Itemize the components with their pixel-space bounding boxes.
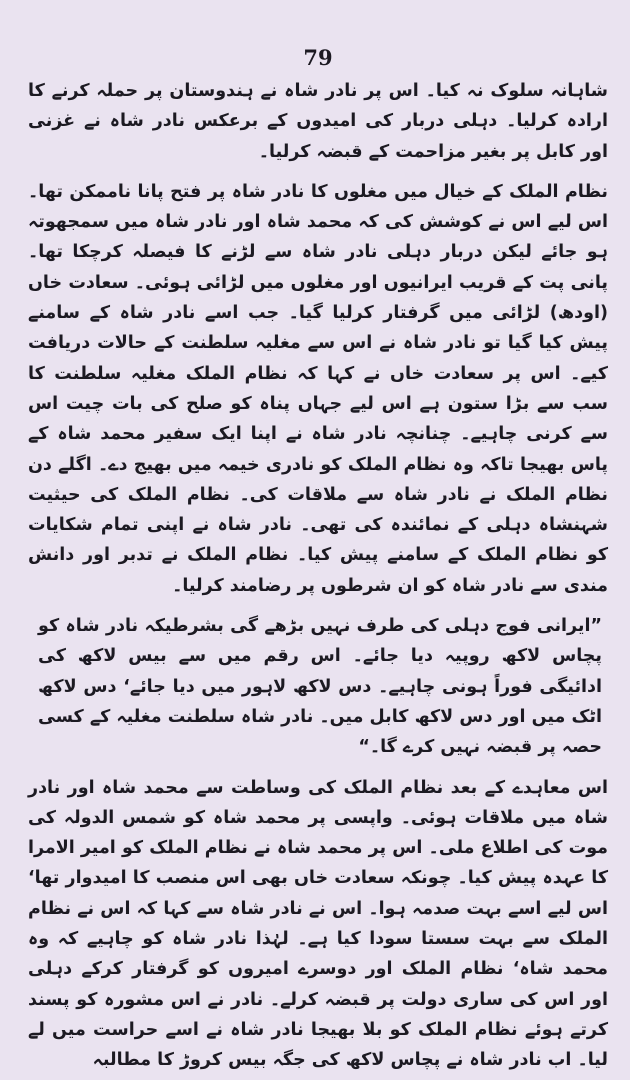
page-number: 79: [303, 45, 333, 70]
paragraph-intro: شاہانہ سلوک نہ کیا۔ اس پر نادر شاہ نے ہندوستان پر حملہ کرنے کا ارادہ کرلیا۔ دہلی دربار کی امیدوں کے برعکس نادر شاہ نے غزنی اور کابل پر بغیر مزاحمت کے قبضہ کرلیا۔: [28, 81, 608, 162]
paragraph-after-treaty: اس معاہدے کے بعد نظام الملک کی وساطت سے محمد شاہ اور نادر شاہ میں ملاقات ہوئی۔ واپسی پر محمد شاہ کو شمس الدولہ کی موت کی اطلاع ملی۔ اس پر محمد شاہ نے نظام الملک کو امیر الامرا کا عہدہ پیش کیا۔ چونکہ سعادت خاں بھی اس منصب کا امیدوار تھا‘ اس لیے اسے بہت صدمہ ہوا۔ اس نے نادر شاہ سے کہا کہ اس نے نظام الملک سے بہت سستا سودا کیا ہے۔ لہٰذا نادر شاہ کو چاہیے کہ وہ محمد شاہ‘ نظام الملک اور دوسرے امیروں کو گرفتار کرکے دہلی اور اس کی ساری دولت پر قبضہ کرلے۔ نادر نے اس مشورہ کو پسند کرتے ہوئے نظام الملک کو بلا بھیجا نادر شاہ نے اسے حراست میں لے لیا۔ اب نادر شاہ نے پچاس لاکھ کی جگہ بیس کروڑ کا مطالبہ: [28, 777, 608, 1071]
treaty-quote: ”ایرانی فوج دہلی کی طرف نہیں بڑھے گی بشرطیکہ نادر شاہ کو پچاس لاکھ روپیہ دیا جائے۔ اس رقم میں سے بیس لاکھ کی ادائیگی فوراً ہونی چاہیے۔ دس لاکھ لاہور میں دیا جائے‘ دس لاکھ اٹک میں اور دس لاکھ کابل میں۔ نادر شاہ سلطنت مغلیہ کے کسی حصہ پر قبضہ نہیں کرے گا۔“: [38, 616, 602, 758]
paragraph-nizam-ul-mulk: نظام الملک کے خیال میں مغلوں کا نادر شاہ پر فتح پانا ناممکن تھا۔ اس لیے اس نے کوشش کی کہ محمد شاہ اور نادر شاہ میں سمجھوتہ ہو جائے لیکن دربار دہلی نادر شاہ سے لڑنے کا فیصلہ کرچکا تھا۔ پانی پت کے قریب ایرانیوں اور مغلوں میں لڑائی ہوئی۔ سعادت خاں (اودھ) لڑائی میں گرفتار کرلیا گیا۔ جب اسے نادر شاہ کے سامنے پیش کیا گیا تو نادر شاہ نے اس سے مغلیہ سلطنت کے حالات دریافت کیے۔ اس پر سعادت خاں نے کہا کہ نظام الملک مغلیہ سلطنت کا سب سے بڑا ستون ہے اس لیے جہاں پناہ کو صلح کی بات چیت اس سے کرنی چاہیے۔ چنانچہ نادر شاہ نے اپنا ایک سفیر محمد شاہ کے پاس بھیجا تاکہ وہ نظام الملک کو نادری خیمہ میں بھیج دے۔ اگلے دن نظام الملک نے نادر شاہ سے ملاقات کی۔ نظام الملک کی حیثیت شہنشاہ دہلی کے نمائندہ کی تھی۔ نادر شاہ نے اپنی تمام شکایات کو نظام الملک کے سامنے پیش کیا۔ نظام الملک نے تدبر اور دانش مندی سے نادر شاہ کو ان شرطوں پر رضامند کرلیا۔: [28, 181, 608, 596]
